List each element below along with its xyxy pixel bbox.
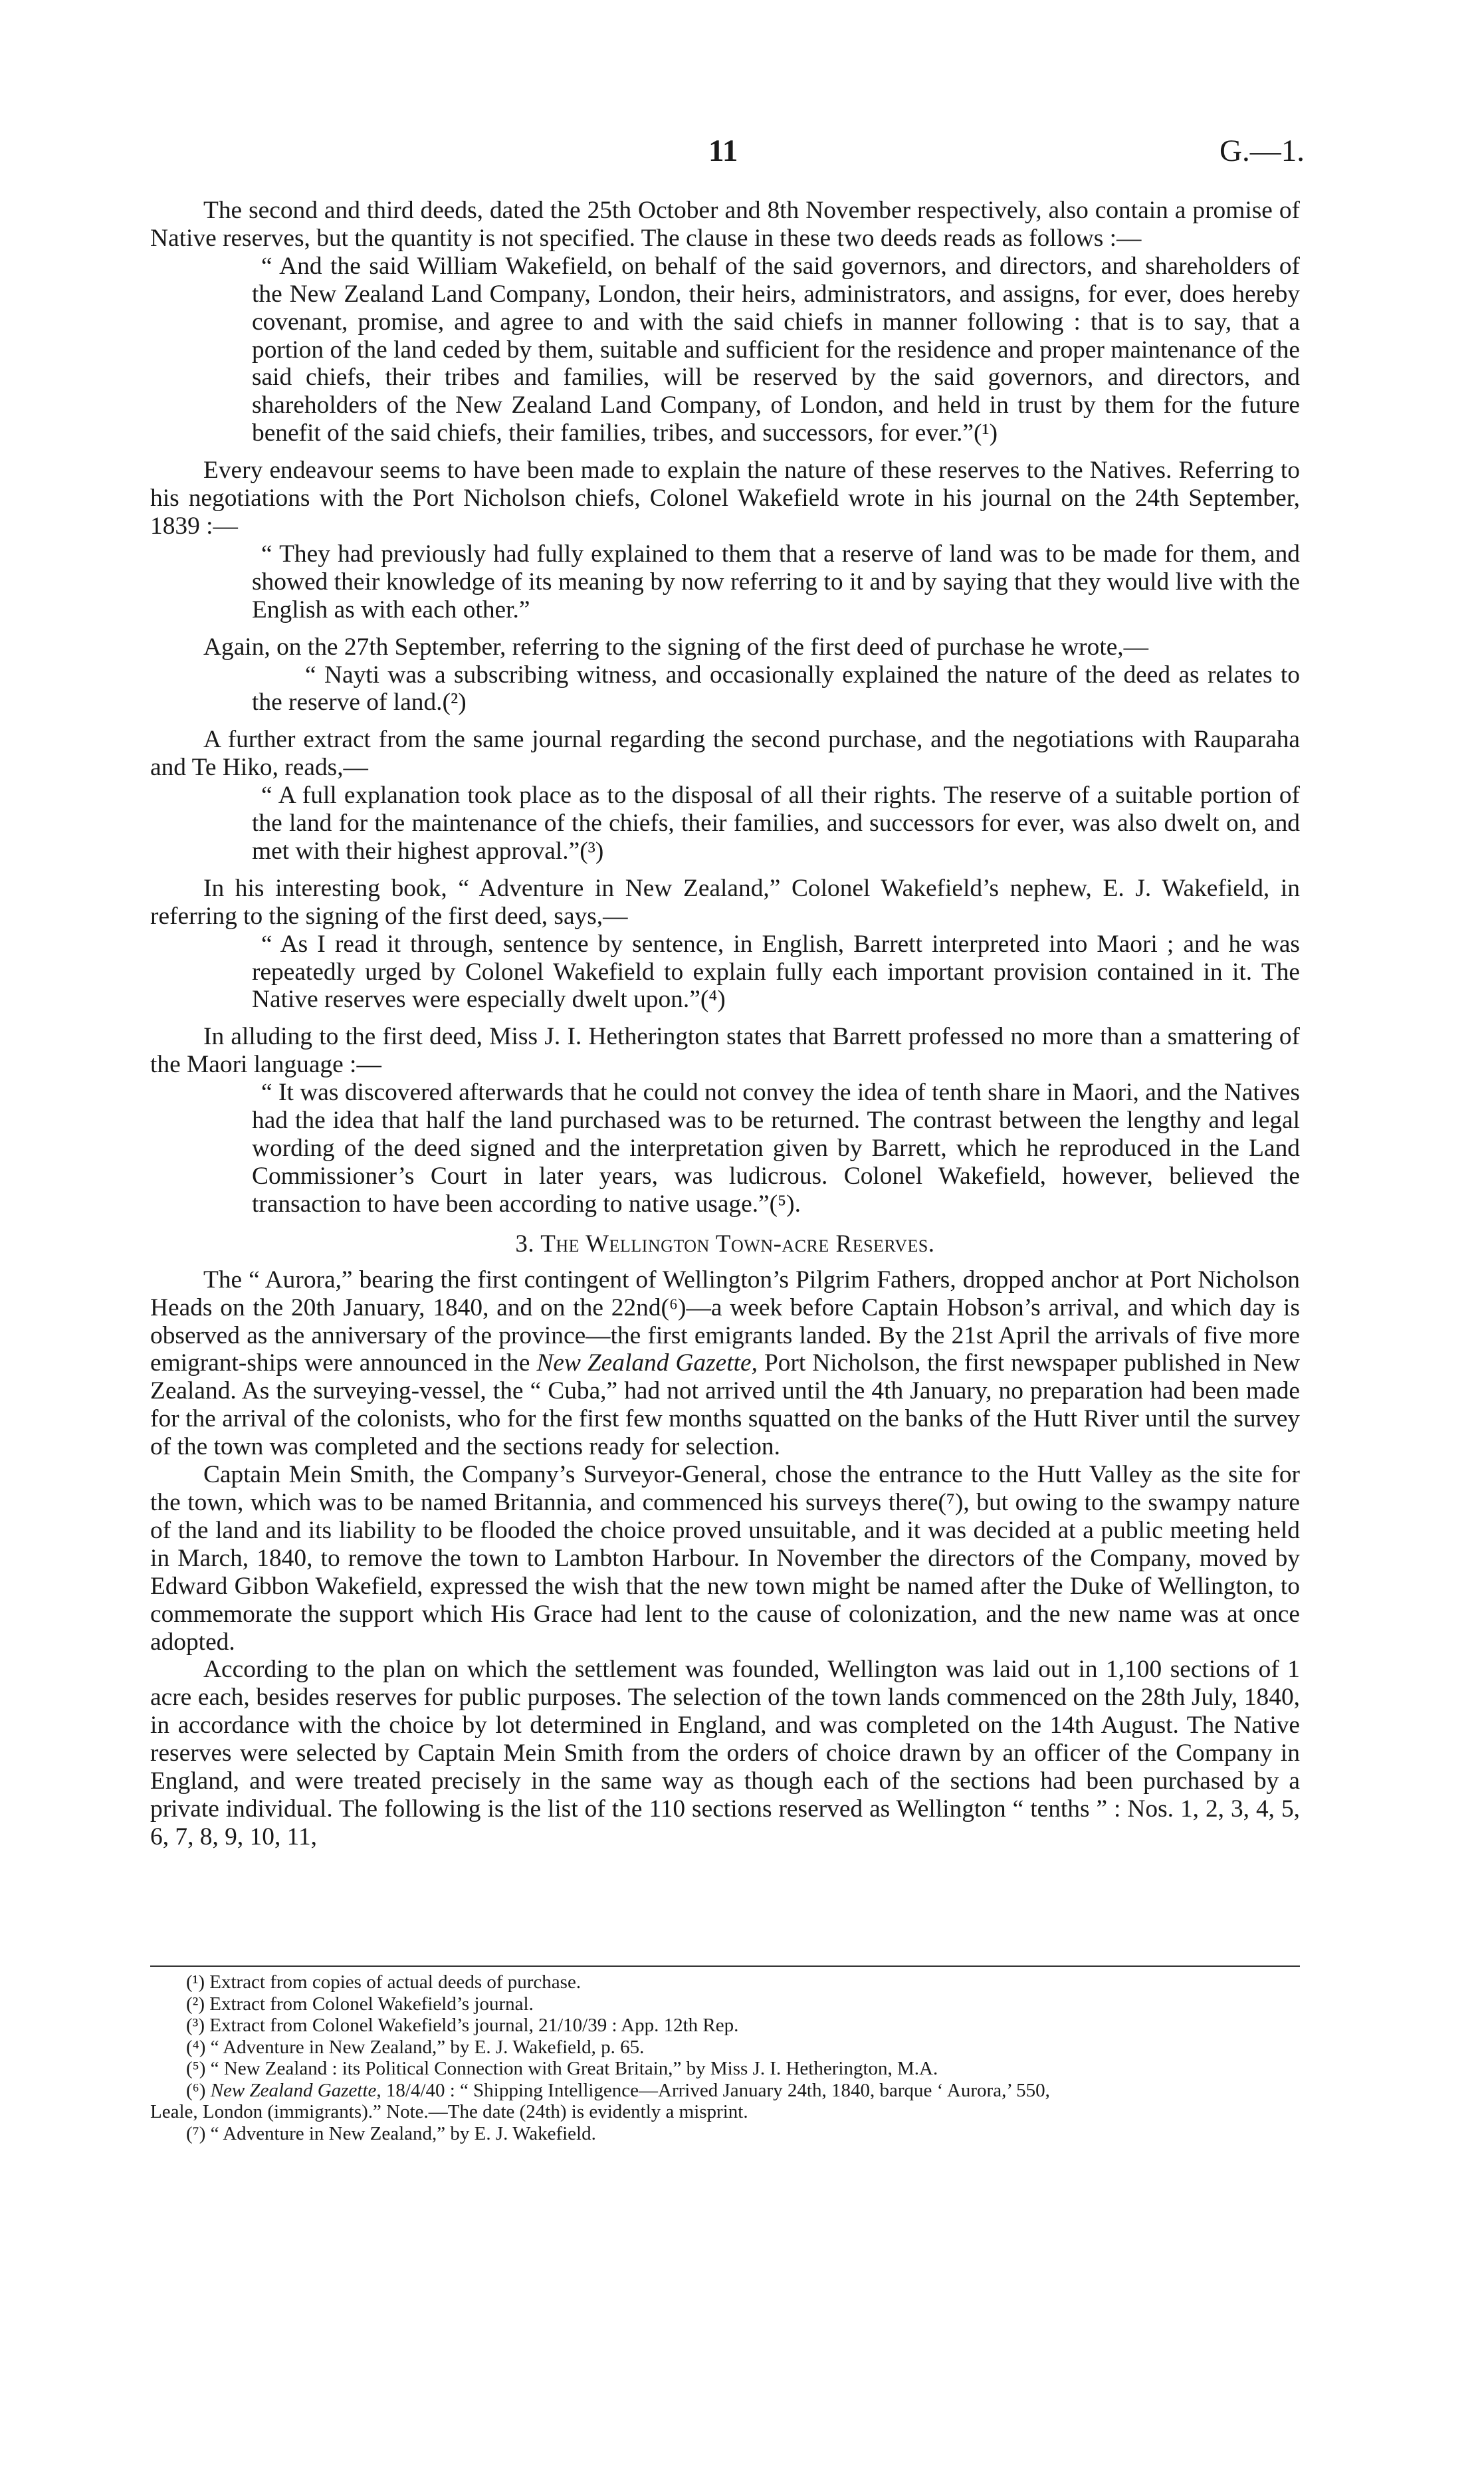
- block-quote: “ They had previously had fully explained to them that a reserve of land was to be made for them, and showed their knowledge of its meaning by now referring to it and by saying that they would live with the English as with each other.”: [252, 540, 1300, 623]
- block-quote: “ It was discovered afterwards that he could not convey the idea of tenth share in Maori, and the Natives had the idea that half the land purchased was to be returned. The contrast between the lengthy and legal wording of the deed signed and the interpretation given by Barrett, which he reproduced in the Land Commissioner’s Court in later years, was ludicrous. Colonel Wakefield, however, believed the transaction to have been according to native usage.”(⁵).: [252, 1079, 1300, 1218]
- section-heading: 3. The Wellington Town-acre Reserves.: [515, 1230, 935, 1258]
- footnote: (²) Extract from Colonel Wakefield’s journal.: [186, 1993, 534, 2015]
- paragraph: A further extract from the same journal regarding the second purchase, and the negotiations with Rauparaha and Te Hiko, reads,—: [150, 726, 1300, 782]
- paragraph: In his interesting book, “ Adventure in New Zealand,” Colonel Wakefield’s nephew, E. J. Wakefield, in referring to the signing of the first deed, says,—: [150, 874, 1300, 930]
- paragraph-text: The “ Aurora,” bearing the first contingent of Wellington’s Pilgrim Fathers, dropped anchor at Port Nicholson Heads on the 20th January, 1840, and on the 22nd(⁶)—a week before Captain Hobson’s arrival, and which day is observed as the anniversary of the province—the first emigrants landed. By the 21st April the arrivals of five more emigrant-ships were announced in the: [150, 1266, 1300, 1377]
- paragraph: Every endeavour seems to have been made to explain the nature of these reserves to the Natives. Referring to his negotiations with the Port Nicholson chiefs, Colonel Wakefield wrote in his journal on the 24th September, 1839 :—: [150, 457, 1300, 540]
- paragraph: In alluding to the first deed, Miss J. I. Hetherington states that Barrett professed no more than a smattering of the Maori language :—: [150, 1023, 1300, 1079]
- footnote-continuation: Leale, London (immigrants).” Note.—The date (24th) is evidently a misprint.: [150, 2101, 748, 2122]
- footnote-marker: (⁶): [186, 2079, 211, 2101]
- paragraph: The second and third deeds, dated the 25th October and 8th November respectively, also contain a promise of Native reserves, but the quantity is not specified. The clause in these two deeds reads as follows :—: [150, 197, 1300, 252]
- block-quote: “ Nayti was a subscribing witness, and occasionally explained the nature of the deed as relates to the reserve of land.(²): [252, 661, 1300, 717]
- block-quote: “ A full explanation took place as to the disposal of all their rights. The reserve of a suitable portion of the land for the maintenance of the chiefs, their families, and successors for ever, was also dwelt on, and met with their highest approval.”(³): [252, 782, 1300, 865]
- main-text: [150, 197, 1300, 1851]
- series-reference: G.—1.: [1219, 134, 1305, 168]
- footnote-text: 18/4/40 : “ Shipping Intelligence—Arrived January 24th, 1840, barque ‘ Aurora,’ 550,: [381, 2079, 1050, 2101]
- footnote: (⁷) “ Adventure in New Zealand,” by E. J. Wakefield.: [186, 2122, 596, 2144]
- italic-title: New Zealand Gazette,: [536, 1349, 758, 1377]
- italic-title: New Zealand Gazette,: [210, 2079, 381, 2101]
- footnote: [150, 2080, 1300, 2102]
- block-quote: “ As I read it through, sentence by sentence, in English, Barrett interpreted into Maori ; and he was repeatedly urged by Colonel Wakefield to explain fully each important provision contained in it. The Native reserves were especially dwelt upon.”(⁴): [252, 930, 1300, 1014]
- footnote: (⁵) “ New Zealand : its Political Connection with Great Britain,” by Miss J. I. Hetherington, M.A.: [186, 2058, 938, 2079]
- footnote: (⁴) “ Adventure in New Zealand,” by E. J. Wakefield, p. 65.: [186, 2036, 645, 2058]
- page-number: 11: [708, 134, 738, 168]
- footnotes: [150, 1971, 1300, 2144]
- footnote-divider: [150, 1965, 1300, 1967]
- paragraph: Captain Mein Smith, the Company’s Surveyor-General, chose the entrance to the Hutt Valley as the site for the town, which was to be named Britannia, and commenced his surveys there(⁷), but owing to the swampy nature of the land and its liability to be flooded the choice proved unsuitable, and it was decided at a public meeting held in March, 1840, to remove the town to Lambton Harbour. In November the directors of the Company, moved by Edward Gibbon Wakefield, expressed the wish that the new town might be named after the Duke of Wellington, to commemorate the support which His Grace had lent to the cause of colonization, and the new name was at once adopted.: [150, 1461, 1300, 1656]
- block-quote: “ And the said William Wakefield, on behalf of the said governors, and directors, and shareholders of the New Zealand Land Company, London, their heirs, administrators, and assigns, for ever, does hereby covenant, promise, and agree to and with the said chiefs in manner following : that is to say, that a portion of the land ceded by them, suitable and sufficient for the residence and proper maintenance of the said chiefs, their tribes and families, will be reserved by the said governors, and directors, and shareholders of the New Zealand Land Company, of London, and held in trust by them for the future benefit of the said chiefs, their families, tribes, and successors, for ever.”(¹): [252, 252, 1300, 447]
- paragraph: [150, 1266, 1300, 1461]
- page-header: [0, 133, 1484, 173]
- paragraph: Again, on the 27th September, referring to the signing of the first deed of purchase he wrote,—: [203, 633, 1149, 661]
- footnote: (³) Extract from Colonel Wakefield’s journal, 21/10/39 : App. 12th Rep.: [186, 2015, 739, 2036]
- paragraph: According to the plan on which the settlement was founded, Wellington was laid out in 1,100 sections of 1 acre each, besides reserves for public purposes. The selection of the town lands commenced on the 28th July, 1840, in accordance with the choice by lot determined in England, and was completed on the 14th August. The Native reserves were selected by Captain Mein Smith from the orders of choice drawn by an officer of the Company in England, and were treated precisely in the same way as though each of the sections had been purchased by a private individual. The following is the list of the 110 sections reserved as Wellington “ tenths ” : Nos. 1, 2, 3, 4, 5, 6, 7, 8, 9, 10, 11,: [150, 1656, 1300, 1850]
- paragraph-text: Port Nicholson, the first newspaper published in New Zealand. As the surveying-vessel, the “ Cuba,” had not arrived until the 4th January, no preparation had been made for the arrival of the colonists, who for the first few months squatted on the banks of the Hutt River until the survey of the town was completed and the sections ready for selection.: [150, 1349, 1300, 1461]
- footnote: (¹) Extract from copies of actual deeds of purchase.: [186, 1971, 582, 1993]
